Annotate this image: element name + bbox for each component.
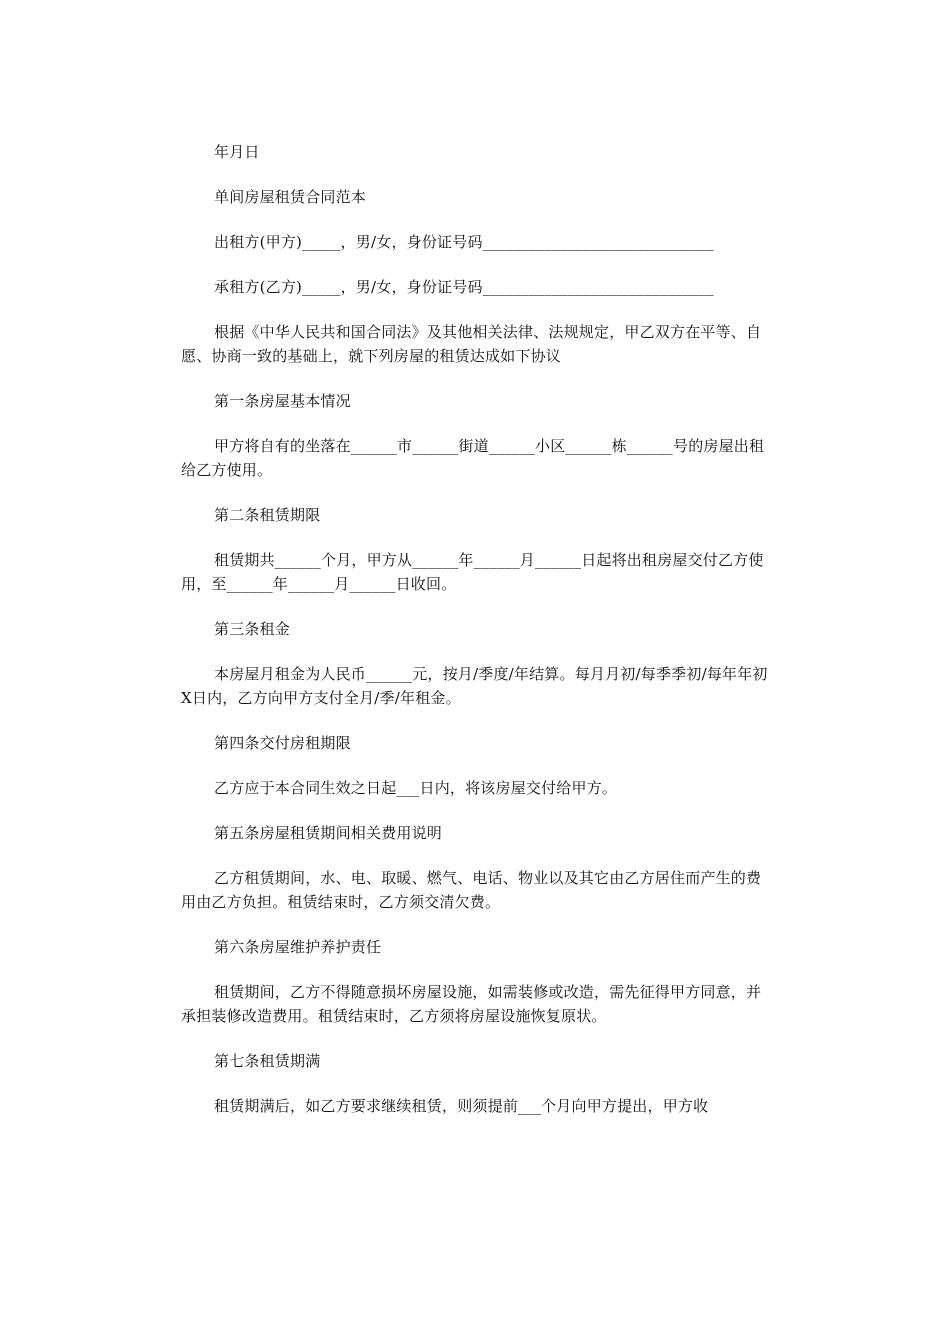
article-5-heading: 第五条房屋租赁期间相关费用说明 (214, 824, 443, 842)
article-1-heading: 第一条房屋基本情况 (214, 392, 351, 410)
article-3-heading: 第三条租金 (214, 620, 291, 638)
lessee-line: 承租方(乙方)_____，男/女，身份证号码______________________________ (214, 278, 714, 296)
article-1-body: 甲方将自有的坐落在______市______街道______小区______栋______号的房屋出租给乙方使用。 (181, 437, 765, 479)
article-4-body: 乙方应于本合同生效之日起___日内，将该房屋交付给甲方。 (214, 779, 618, 797)
article-6-heading: 第六条房屋维护养护责任 (214, 938, 382, 956)
date-line: 年月日 (214, 143, 260, 161)
article-2-heading: 第二条租赁期限 (214, 506, 321, 524)
article-2-body: 租赁期共______个月，甲方从______年______月______日起将出租房屋交付乙方使用，至______年______月______日收回。 (181, 551, 764, 593)
article-5-body: 乙方租赁期间，水、电、取暖、燃气、电话、物业以及其它由乙方居住而产生的费用由乙方负担。租赁结束时，乙方须交清欠费。 (181, 869, 762, 911)
article-6-body: 租赁期间，乙方不得随意损坏房屋设施，如需装修或改造，需先征得甲方同意，并承担装修改造费用。租赁结束时，乙方须将房屋设施恢复原状。 (181, 983, 762, 1025)
article-7-heading: 第七条租赁期满 (214, 1052, 321, 1070)
article-7-body: 租赁期满后，如乙方要求继续租赁，则须提前___个月向甲方提出，甲方收 (214, 1097, 709, 1115)
lessor-line: 出租方(甲方)_____，男/女，身份证号码______________________________ (214, 233, 714, 251)
article-4-heading: 第四条交付房租期限 (214, 734, 351, 752)
contract-title: 单间房屋租赁合同范本 (214, 188, 367, 206)
preamble: 根据《中华人民共和国合同法》及其他相关法律、法规规定，甲乙双方在平等、自愿、协商一致的基础上，就下列房屋的租赁达成如下协议 (181, 323, 762, 365)
article-3-body: 本房屋月租金为人民币______元，按月/季度/年结算。每月月初/每季季初/每年年初X日内，乙方向甲方支付全月/季/年租金。 (181, 665, 768, 707)
contract-page (181, 140, 771, 1139)
